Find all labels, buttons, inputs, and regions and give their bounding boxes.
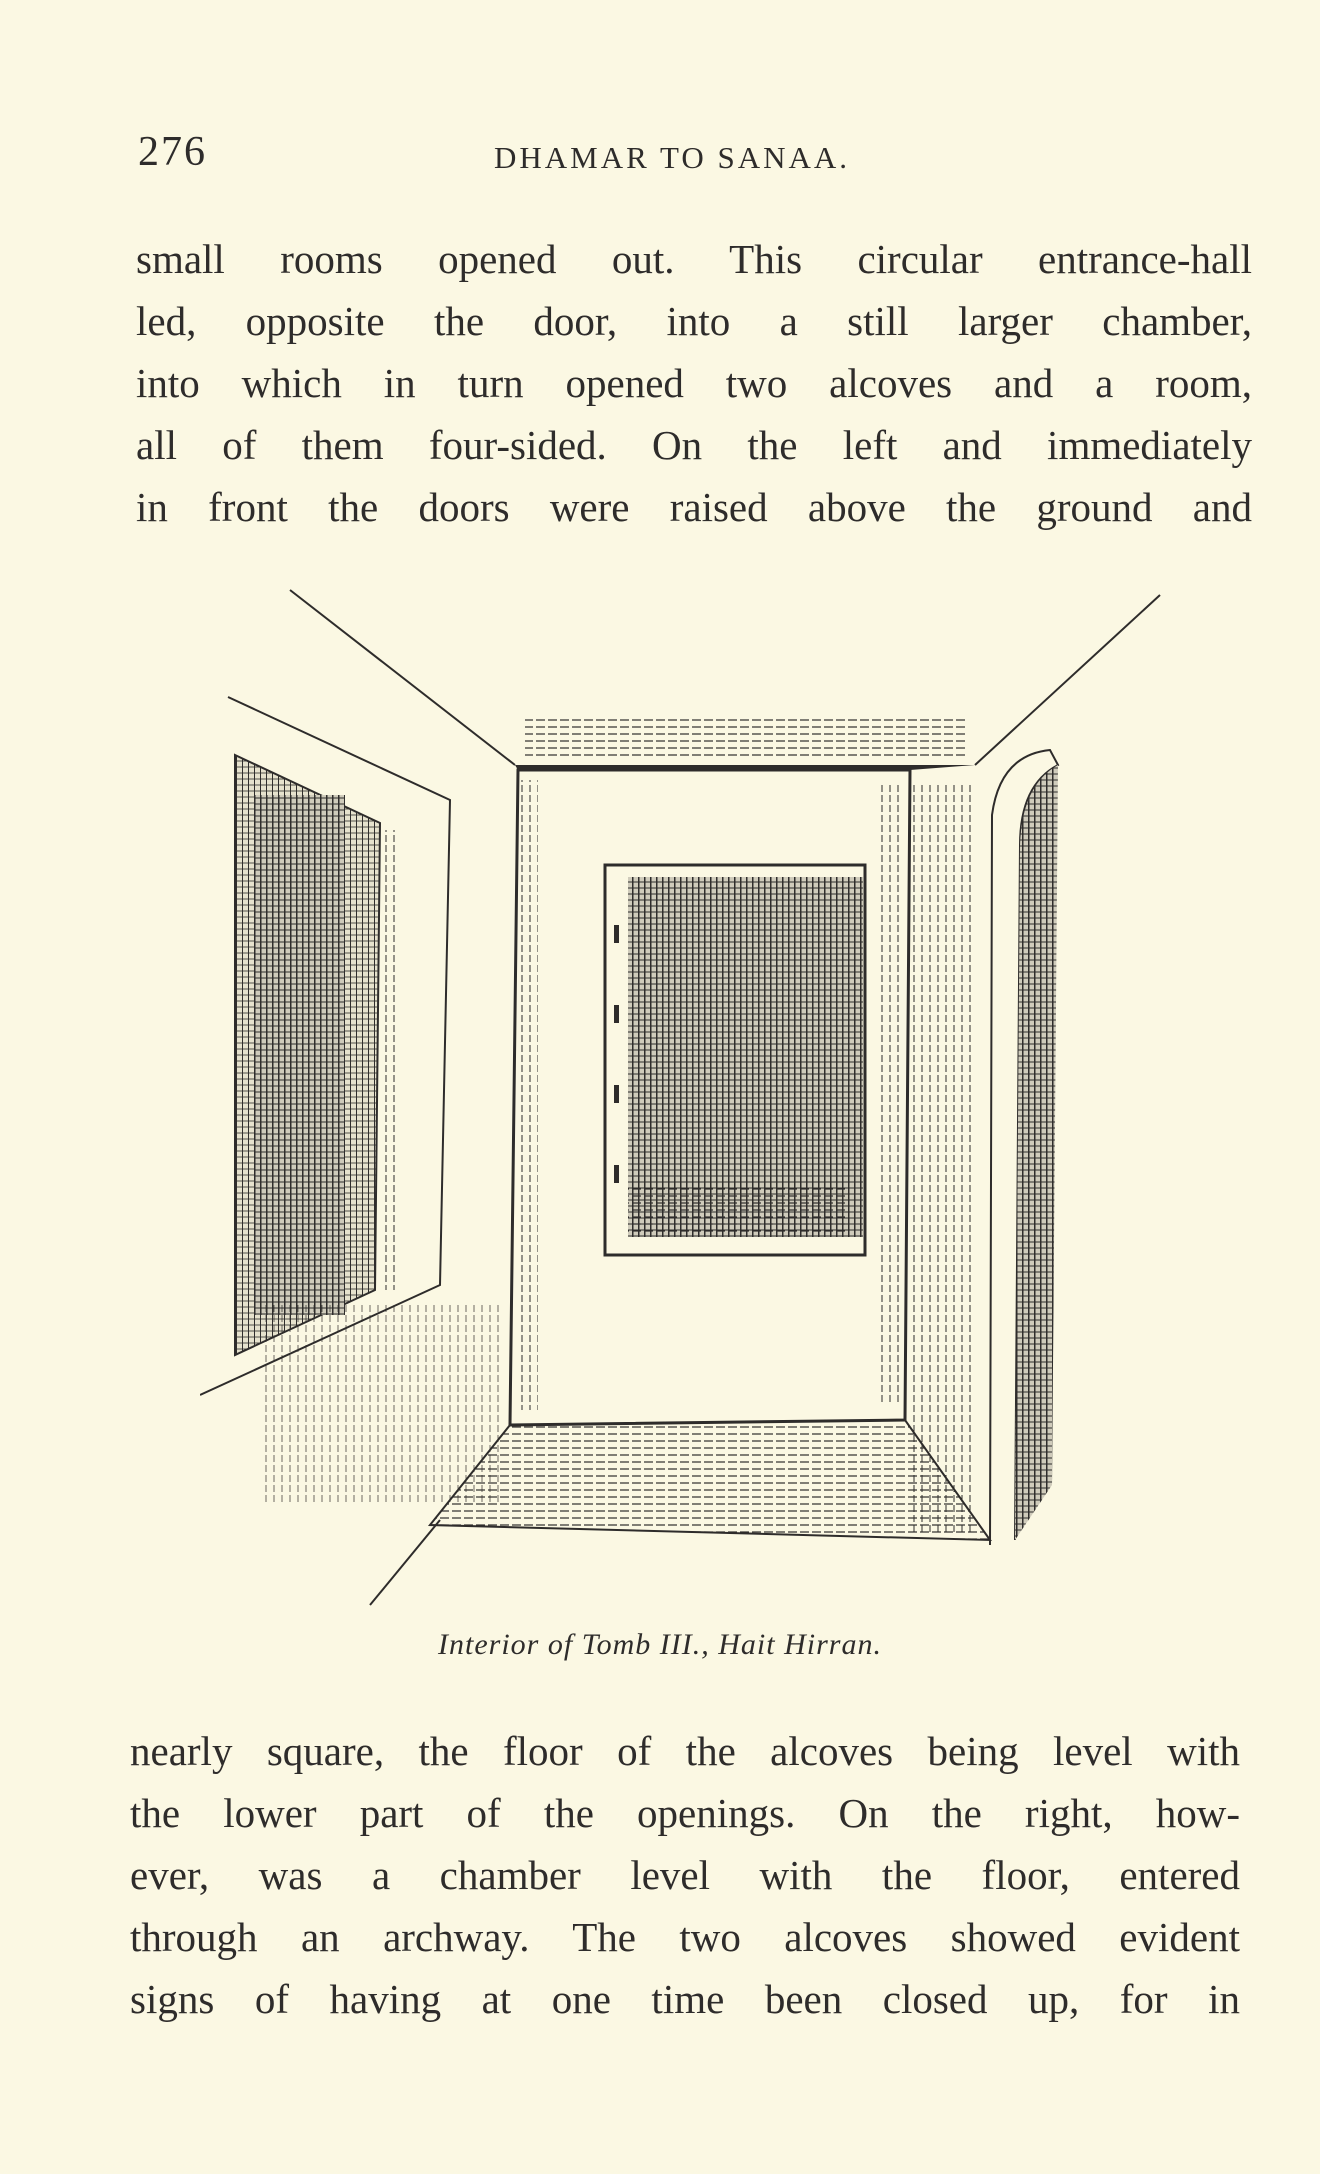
figure-caption: Interior of Tomb III., Hait Hirran. [438,1628,882,1661]
text-line: in front the doors were raised above the ground and [136,484,1252,530]
tomb-interior-illustration [200,585,1170,1615]
paragraph-top [136,228,1252,538]
page-number: 276 [138,129,207,175]
text-line: small rooms opened out. This circular entrance-hall [136,236,1252,282]
text-line: led, opposite the door, into a still larger chamber, [136,298,1252,344]
text-line: through an archway. The two alcoves showed evident [130,1914,1240,1960]
text-line: ever, was a chamber level with the floor, entered [130,1852,1240,1898]
paragraph-bottom [130,1720,1240,2030]
text-line: nearly square, the floor of the alcoves being level with [130,1728,1240,1774]
text-line: into which in turn opened two alcoves and a room, [136,360,1252,406]
text-line: all of them four-sided. On the left and immediately [136,422,1252,468]
running-head: DHAMAR TO SANAA. [494,140,851,175]
text-line: the lower part of the openings. On the right, how- [130,1790,1240,1836]
text-line: signs of having at one time been closed up, for in [130,1976,1240,2022]
